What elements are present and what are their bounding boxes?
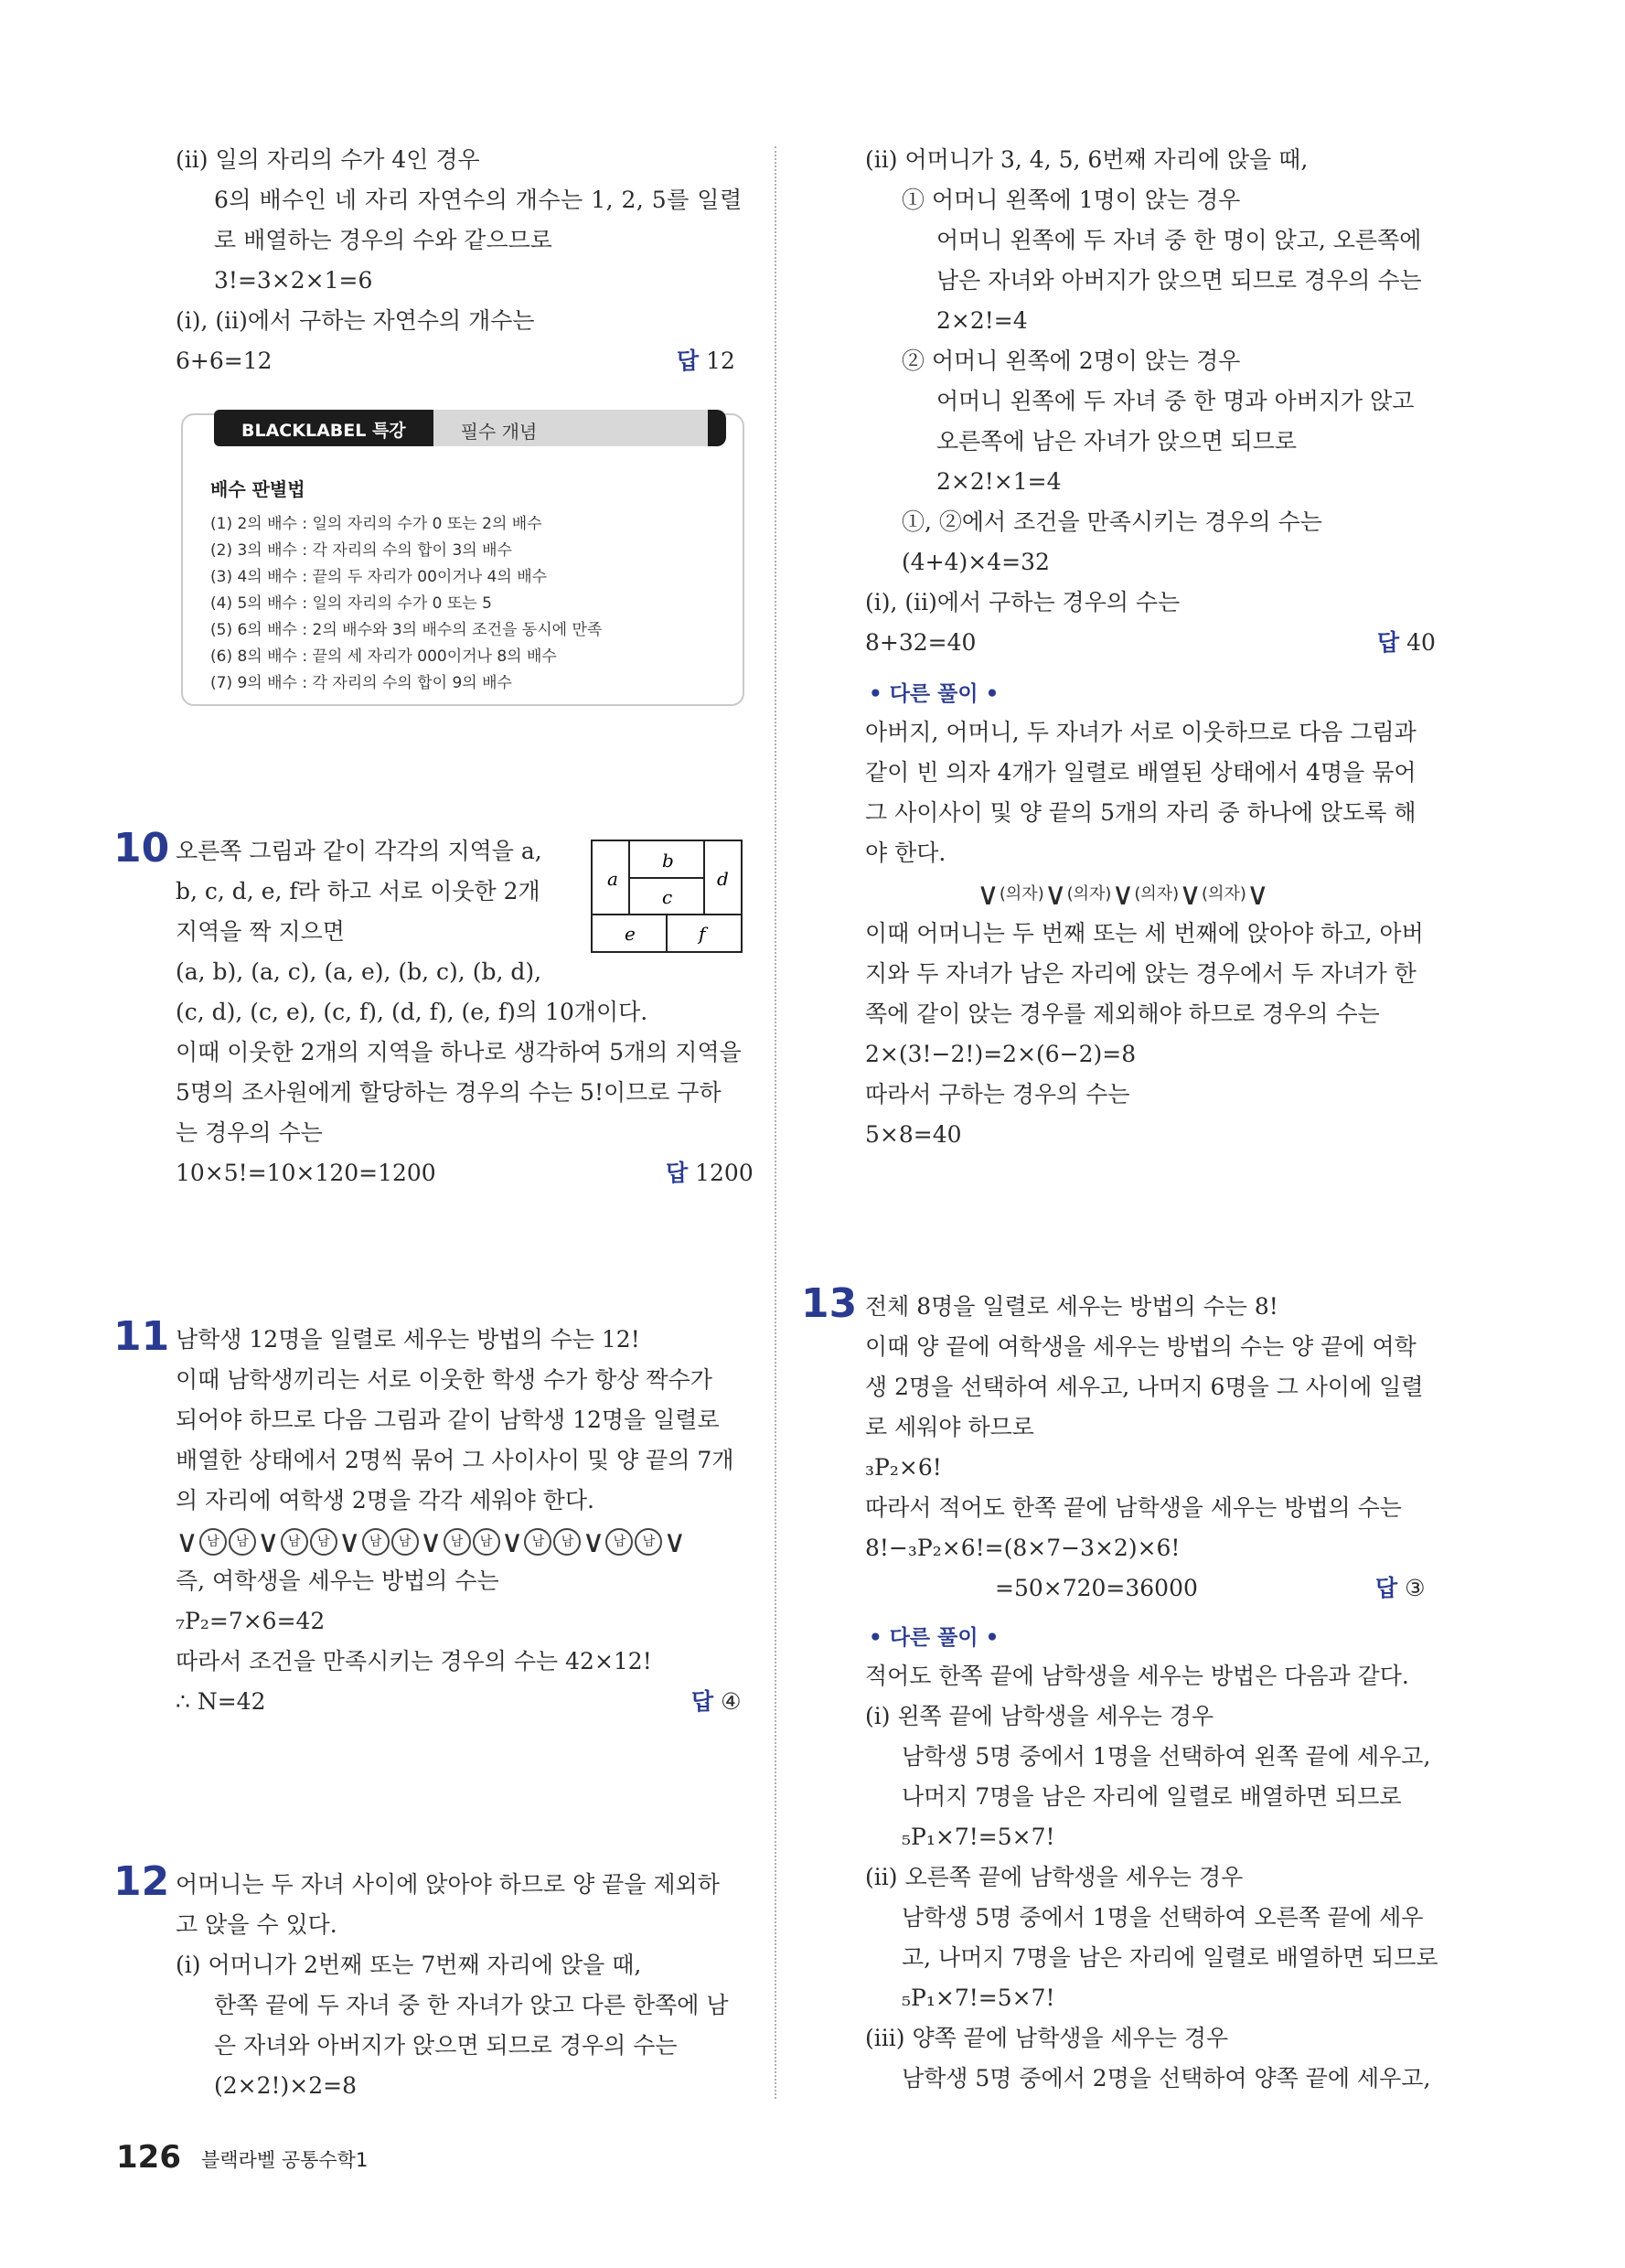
chair-label: (의자)	[1066, 884, 1112, 904]
answer-10	[666, 1158, 754, 1189]
answer-tag: 답	[677, 348, 700, 374]
text-line: (ⅱ) 일의 자리의 수가 4인 경우	[176, 146, 480, 173]
slot-vee-icon: ∨	[500, 1524, 524, 1560]
text-line: 은 자녀와 아버지가 앉으면 되므로 경우의 수는	[214, 2032, 678, 2059]
text-line: 지역을 짝 지으면	[176, 918, 345, 945]
answer-11	[691, 1686, 742, 1717]
text-line: 2×2!×1=4	[936, 468, 1062, 495]
text-line: 같이 빈 의자 4개가 일렬로 배열된 상태에서 4명을 묶어	[865, 759, 1417, 786]
answer-value: ③	[1405, 1575, 1426, 1601]
text-line: (ⅱ) 오른쪽 끝에 남학생을 세우는 경우	[865, 1864, 1244, 1890]
chair-label: (의자)	[1202, 884, 1246, 904]
text-line: (4+4)×4=32	[902, 549, 1050, 575]
text-line: 남은 자녀와 아버지가 앉으면 되므로 경우의 수는	[936, 267, 1422, 294]
list-item: (4) 5의 배수 : 일의 자리의 수가 0 또는 5	[210, 594, 492, 613]
text-line: (ⅲ) 양쪽 끝에 남학생을 세우는 경우	[865, 2025, 1229, 2051]
text-line: 아버지, 어머니, 두 자녀가 서로 이웃하므로 다음 그림과	[865, 719, 1417, 745]
blacklabel-title: 배수 판별법	[210, 478, 305, 500]
text-line: 의 자리에 여학생 2명을 각각 세워야 한다.	[176, 1487, 594, 1514]
text-line: 8!−₃P₂×6!=(8×7−3×2)×6!	[865, 1535, 1181, 1561]
text-line: (c, d), (c, e), (c, f), (d, f), (e, f)의 10개이다.	[176, 999, 648, 1025]
blacklabel-box	[181, 413, 744, 706]
text-line: =50×720=36000	[995, 1575, 1198, 1601]
answer-value: ④	[721, 1688, 742, 1715]
slot-vee-icon: ∨	[1043, 876, 1067, 913]
other-solution-label: • 다른 풀이 •	[869, 1626, 1000, 1650]
text-line: ₅P₁×7!=5×7!	[902, 1824, 1055, 1850]
text-line: (ⅰ) 어머니가 2번째 또는 7번째 자리에 앉을 때,	[176, 1952, 642, 1978]
boys-arrangement-figure	[176, 1524, 687, 1560]
text-line: 그 사이사이 및 양 끝의 5개의 자리 중 하나에 앉도록 해	[865, 799, 1417, 826]
blacklabel-cap	[708, 410, 726, 446]
text-line: 어머니 왼쪽에 두 자녀 중 한 명과 아버지가 앉고	[936, 388, 1415, 414]
text-line: 배열한 상태에서 2명씩 묶어 그 사이사이 및 양 끝의 7개	[176, 1447, 734, 1473]
text-line: 따라서 적어도 한쪽 끝에 남학생을 세우는 방법의 수는	[865, 1494, 1402, 1521]
text-line: 남학생 5명 중에서 2명을 선택하여 양쪽 끝에 세우고,	[902, 2065, 1431, 2091]
text-line: 즉, 여학생을 세우는 방법의 수는	[176, 1567, 499, 1594]
chair-label: (의자)	[1134, 884, 1180, 904]
region-d: d	[717, 868, 729, 890]
text-line: (2×2!)×2=8	[214, 2072, 358, 2099]
text-line: 오른쪽에 남은 자녀가 앉으면 되므로	[936, 428, 1298, 455]
boy-circle: 남	[199, 1528, 227, 1556]
chairs-arrangement-figure	[977, 876, 1269, 913]
text-line: ∴ N=42	[176, 1688, 266, 1715]
slot-vee-icon: ∨	[663, 1524, 687, 1560]
slot-vee-icon: ∨	[419, 1524, 443, 1560]
list-item: (2) 3의 배수 : 각 자리의 수의 합이 3의 배수	[210, 541, 512, 560]
blacklabel-list	[210, 511, 602, 697]
text-line: 남학생 12명을 일렬로 세우는 방법의 수는 12!	[176, 1326, 640, 1353]
boy-circle: 남	[553, 1528, 581, 1556]
text-line: 고, 나머지 7명을 남은 자리에 일렬로 배열하면 되므로	[902, 1944, 1438, 1971]
text-line: ₇P₂=7×6=42	[176, 1608, 326, 1634]
answer-tag: 답	[1377, 629, 1400, 656]
text-line: 5명의 조사원에게 할당하는 경우의 수는 5!이므로 구하	[176, 1079, 722, 1106]
text-line: 어머니 왼쪽에 두 자녀 중 한 명이 앉고, 오른쪽에	[936, 227, 1422, 253]
text-line: 이때 어머니는 두 번째 또는 세 번째에 앉아야 하고, 아버	[865, 920, 1424, 947]
page-number: 126	[116, 2139, 181, 2176]
boy-circle: 남	[605, 1528, 633, 1556]
boy-circle: 남	[635, 1528, 662, 1556]
problem-number-12: 12	[113, 1858, 170, 1905]
text-line: 5×8=40	[865, 1121, 962, 1148]
text-line: 따라서 구하는 경우의 수는	[865, 1081, 1130, 1107]
slot-vee-icon: ∨	[176, 1524, 198, 1560]
answer-value: 40	[1406, 629, 1436, 656]
text-line: 오른쪽 그림과 같이 각각의 지역을 a,	[176, 838, 542, 864]
text-line: ② 어머니 왼쪽에 2명이 앉는 경우	[902, 348, 1241, 374]
text-line: 어머니는 두 자녀 사이에 앉아야 하므로 양 끝을 제외하	[176, 1871, 720, 1898]
text-line: 10×5!=10×120=1200	[176, 1160, 436, 1186]
text-line: b, c, d, e, f라 하고 서로 이웃한 2개	[176, 878, 540, 904]
text-line: (ⅰ) 왼쪽 끝에 남학생을 세우는 경우	[865, 1703, 1214, 1729]
text-line: 이때 양 끝에 여학생을 세우는 방법의 수는 양 끝에 여학	[865, 1333, 1417, 1360]
text-line: 8+32=40	[865, 629, 977, 656]
text-line: 전체 8명을 일렬로 세우는 방법의 수는 8!	[865, 1293, 1278, 1320]
text-line: 6+6=12	[176, 348, 273, 374]
book-title: 블랙라벨 공통수학1	[201, 2149, 369, 2171]
text-line: 로 세워야 하므로	[865, 1414, 1034, 1440]
slot-vee-icon: ∨	[1245, 876, 1269, 913]
text-line: ₅P₁×7!=5×7!	[902, 1984, 1055, 2011]
boy-circle: 남	[281, 1528, 308, 1556]
answer-tag: 답	[666, 1160, 689, 1186]
answer-value: 1200	[695, 1160, 754, 1186]
region-grid-figure	[591, 840, 743, 953]
text-line: 로 배열하는 경우의 수와 같으므로	[214, 227, 552, 253]
slot-vee-icon: ∨	[582, 1524, 605, 1560]
problem-number-10: 10	[113, 825, 170, 872]
text-line: 6의 배수인 네 자리 자연수의 개수는 1, 2, 5를 일렬	[214, 187, 743, 213]
text-line: 나머지 7명을 남은 자리에 일렬로 배열하면 되므로	[902, 1783, 1402, 1810]
text-line: 생 2명을 선택하여 세우고, 나머지 6명을 그 사이에 일렬	[865, 1374, 1424, 1400]
region-e: e	[625, 923, 636, 945]
text-line: 쪽에 같이 앉는 경우를 제외해야 하므로 경우의 수는	[865, 1000, 1380, 1027]
text-line: 2×(3!−2!)=2×(6−2)=8	[865, 1041, 1137, 1067]
text-line: 적어도 한쪽 끝에 남학생을 세우는 방법은 다음과 같다.	[865, 1663, 1409, 1689]
other-solution-label: • 다른 풀이 •	[869, 682, 1000, 706]
text-line: 2×2!=4	[936, 307, 1028, 334]
list-item: (6) 8의 배수 : 끝의 세 자리가 000이거나 8의 배수	[210, 647, 557, 666]
list-item: (3) 4의 배수 : 끝의 두 자리가 00이거나 4의 배수	[210, 568, 548, 586]
text-line: ①, ②에서 조건을 만족시키는 경우의 수는	[902, 508, 1322, 535]
slot-vee-icon: ∨	[1179, 876, 1203, 913]
answer-tag: 답	[1375, 1575, 1398, 1601]
region-a: a	[607, 868, 618, 890]
text-line: 남학생 5명 중에서 1명을 선택하여 왼쪽 끝에 세우고,	[902, 1743, 1431, 1770]
boy-circle: 남	[391, 1528, 419, 1556]
region-c: c	[662, 886, 673, 908]
text-line: 야 한다.	[865, 840, 946, 866]
text-line: 이때 남학생끼리는 서로 이웃한 학생 수가 항상 짝수가	[176, 1366, 712, 1393]
boy-circle: 남	[229, 1528, 256, 1556]
text-line: (ⅰ), (ⅱ)에서 구하는 경우의 수는	[865, 589, 1181, 615]
text-line: 되어야 하므로 다음 그림과 같이 남학생 12명을 일렬로	[176, 1407, 720, 1433]
slot-vee-icon: ∨	[977, 876, 1000, 913]
text-line: ₃P₂×6!	[865, 1454, 942, 1481]
answer-12	[1377, 627, 1436, 658]
slot-vee-icon: ∨	[337, 1524, 361, 1560]
boy-circle: 남	[524, 1528, 551, 1556]
column-divider	[775, 146, 776, 2099]
answer-9	[677, 346, 735, 377]
text-line: 남학생 5명 중에서 1명을 선택하여 오른쪽 끝에 세우	[902, 1904, 1424, 1931]
slot-vee-icon: ∨	[1111, 876, 1135, 913]
answer-13	[1375, 1573, 1426, 1604]
list-item: (1) 2의 배수 : 일의 자리의 수가 0 또는 2의 배수	[210, 515, 542, 533]
region-b: b	[662, 850, 674, 872]
text-line: 따라서 조건을 만족시키는 경우의 수는 42×12!	[176, 1648, 652, 1674]
text-line: 한쪽 끝에 두 자녀 중 한 자녀가 앉고 다른 한쪽에 남	[214, 1992, 729, 2018]
text-line: (a, b), (a, c), (a, e), (b, c), (b, d),	[176, 958, 542, 985]
text-line: 고 앉을 수 있다.	[176, 1911, 337, 1938]
slot-vee-icon: ∨	[256, 1524, 280, 1560]
problem-number-13: 13	[801, 1280, 858, 1327]
problem-number-11: 11	[113, 1313, 170, 1360]
text-line: (ⅱ) 어머니가 3, 4, 5, 6번째 자리에 앉을 때,	[865, 146, 1309, 173]
text-line: (ⅰ), (ⅱ)에서 구하는 자연수의 개수는	[176, 307, 535, 334]
chair-label: (의자)	[999, 884, 1044, 904]
list-item: (7) 9의 배수 : 각 자리의 수의 합이 9의 배수	[210, 674, 512, 692]
text-line: ① 어머니 왼쪽에 1명이 앉는 경우	[902, 187, 1241, 213]
boy-circle: 남	[362, 1528, 390, 1556]
text-line: 는 경우의 수는	[176, 1119, 323, 1146]
answer-tag: 답	[691, 1688, 714, 1715]
text-line: 이때 이웃한 2개의 지역을 하나로 생각하여 5개의 지역을	[176, 1039, 742, 1065]
text-line: 3!=3×2×1=6	[214, 267, 373, 294]
blacklabel-badge: BLACKLABEL 특강	[214, 410, 433, 446]
boy-circle: 남	[473, 1528, 500, 1556]
text-line: 지와 두 자녀가 남은 자리에 앉는 경우에서 두 자녀가 한	[865, 960, 1417, 987]
blacklabel-header	[214, 410, 726, 446]
answer-value: 12	[706, 348, 735, 374]
region-f: f	[699, 923, 706, 945]
boy-circle: 남	[310, 1528, 337, 1556]
boy-circle: 남	[444, 1528, 471, 1556]
list-item: (5) 6의 배수 : 2의 배수와 3의 배수의 조건을 동시에 만족	[210, 621, 603, 639]
blacklabel-tab: 필수 개념	[433, 410, 708, 446]
